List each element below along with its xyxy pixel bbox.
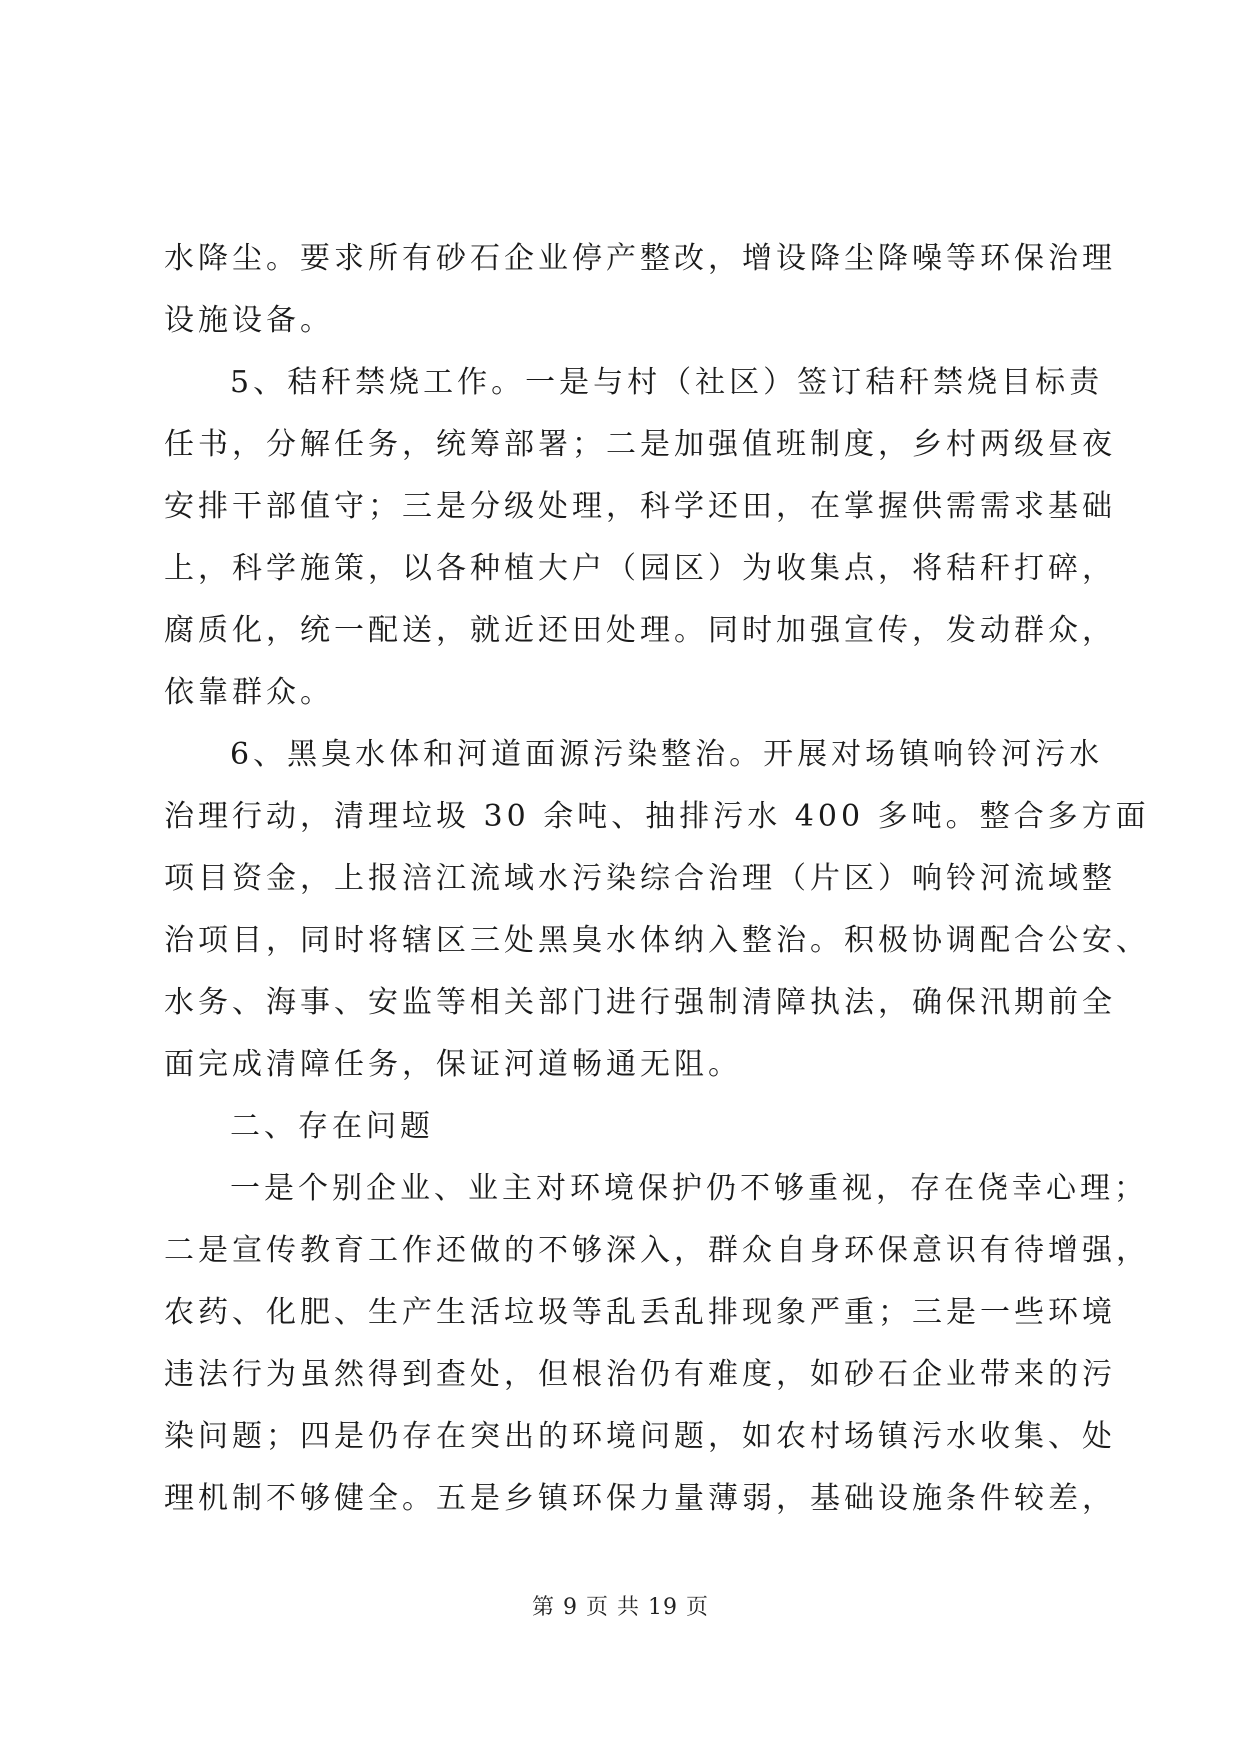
text-line: 治理行动，清理垃圾 30 余吨、抽排污水 400 多吨。整合多方面 <box>164 799 1150 834</box>
text-line: 二、存在问题 <box>230 1109 434 1144</box>
text-line: 一是个别企业、业主对环境保护仍不够重视，存在侥幸心理； <box>230 1171 1148 1206</box>
text-line: 安排干部值守；三是分级处理，科学还田，在掌握供需需求基础 <box>164 489 1116 524</box>
text-line: 6、黑臭水体和河道面源污染整治。开展对场镇响铃河污水 <box>230 737 1104 772</box>
text-line: 项目资金，上报涪江流域水污染综合治理（片区）响铃河流域整 <box>164 861 1116 896</box>
text-line: 面完成清障任务，保证河道畅通无阻。 <box>164 1047 742 1082</box>
text-line: 5、秸秆禁烧工作。一是与村（社区）签订秸秆禁烧目标责 <box>230 365 1104 400</box>
text-line: 治项目，同时将辖区三处黑臭水体纳入整治。积极协调配合公安、 <box>164 923 1150 958</box>
text-line: 水降尘。要求所有砂石企业停产整改，增设降尘降噪等环保治理 <box>164 241 1116 276</box>
text-line: 理机制不够健全。五是乡镇环保力量薄弱，基础设施条件较差， <box>164 1481 1116 1516</box>
text-line: 任书，分解任务，统筹部署；二是加强值班制度，乡村两级昼夜 <box>164 427 1116 462</box>
text-line: 二是宣传教育工作还做的不够深入，群众自身环保意识有待增强， <box>164 1233 1150 1268</box>
text-line: 违法行为虽然得到查处，但根治仍有难度，如砂石企业带来的污 <box>164 1357 1116 1392</box>
text-line: 腐质化，统一配送，就近还田处理。同时加强宣传，发动群众， <box>164 613 1116 648</box>
text-line: 依靠群众。 <box>164 675 334 710</box>
text-line: 农药、化肥、生产生活垃圾等乱丢乱排现象严重；三是一些环境 <box>164 1295 1116 1330</box>
text-line: 水务、海事、安监等相关部门进行强制清障执法，确保汛期前全 <box>164 985 1116 1020</box>
text-line: 上，科学施策，以各种植大户（园区）为收集点，将秸秆打碎， <box>164 551 1116 586</box>
text-line: 设施设备。 <box>164 303 334 338</box>
document-body <box>164 228 1150 1530</box>
page-footer: 第 9 页 共 19 页 <box>532 1595 709 1620</box>
text-line: 染问题；四是仍存在突出的环境问题，如农村场镇污水收集、处 <box>164 1419 1116 1454</box>
